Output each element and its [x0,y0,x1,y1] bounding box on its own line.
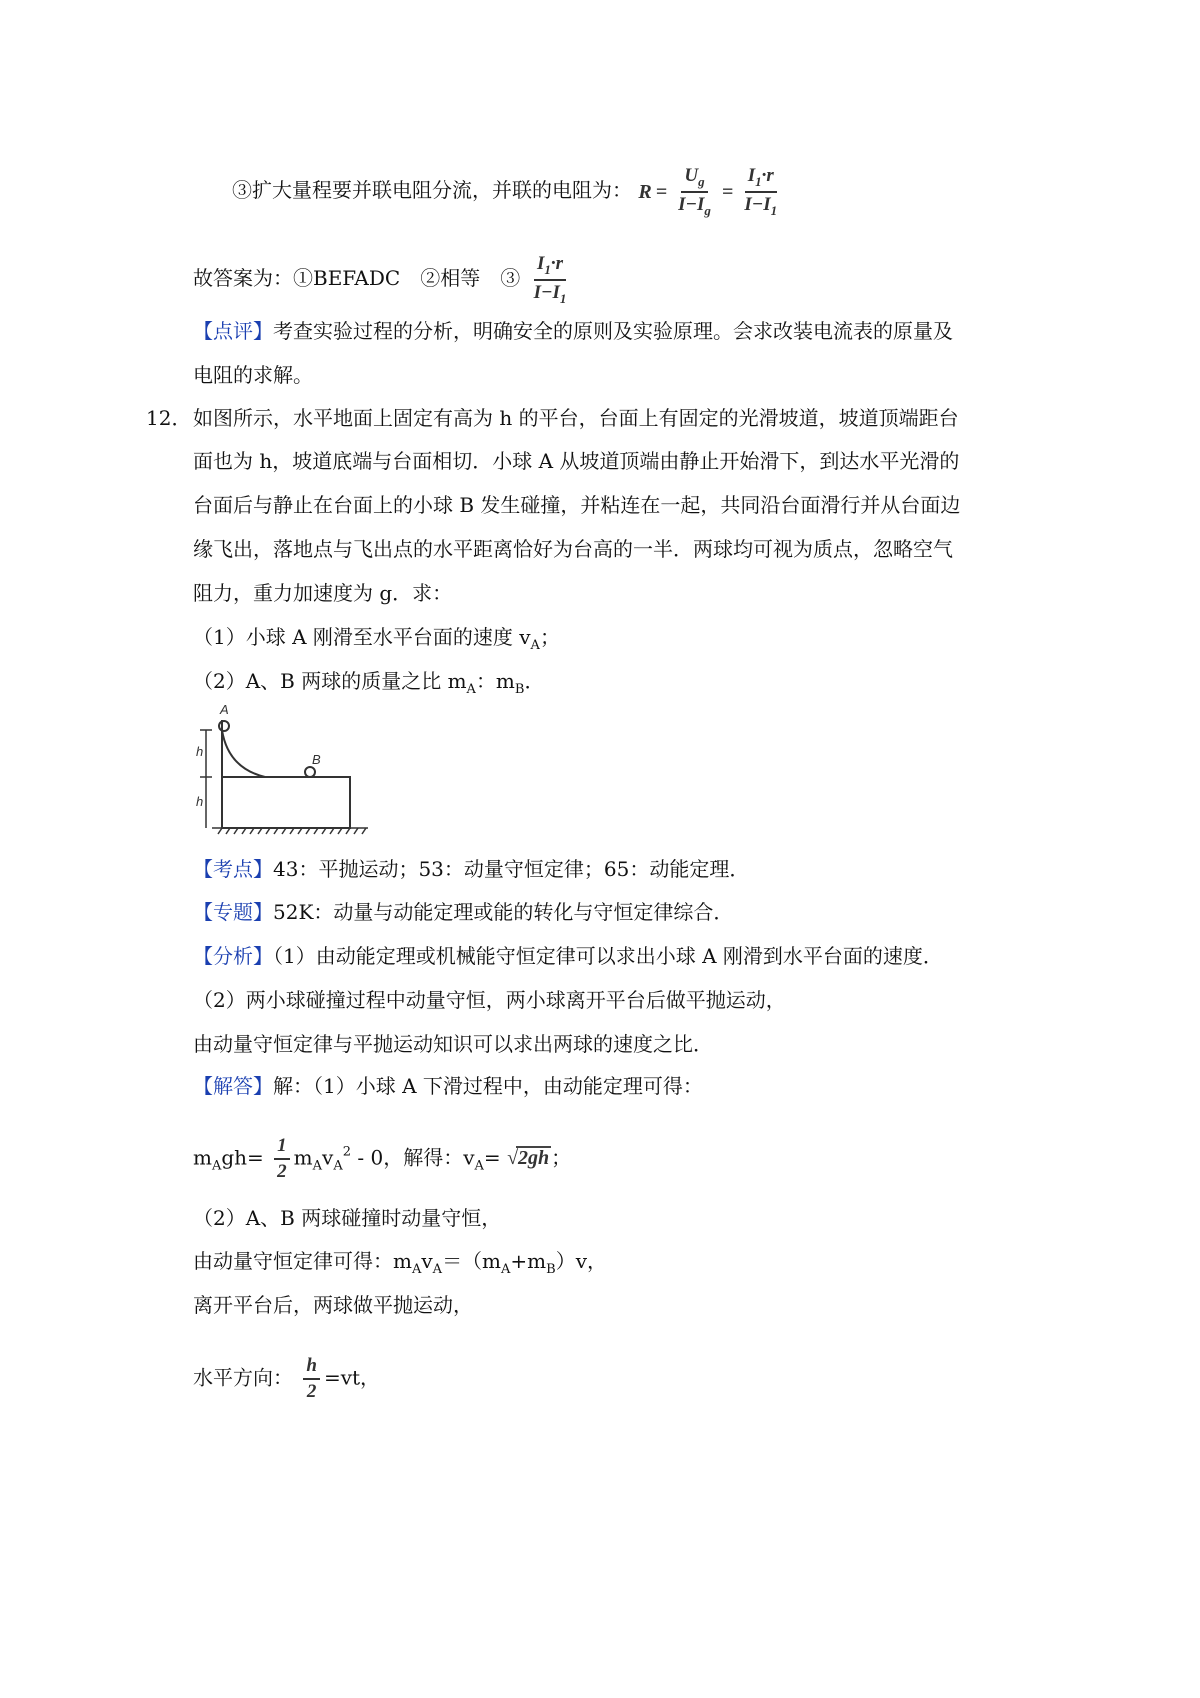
fenxi-line-3: 由动量守恒定律与平抛运动知识可以求出两球的速度之比． [193,1032,713,1056]
label-a: A [220,702,229,717]
jieda-line-1 [193,1076,703,1096]
subscript-a: A [466,682,476,697]
subscript-a: A [312,1158,323,1174]
fenxi-line-1 [193,946,943,966]
subquestion-1-text: （1）小球 A 刚滑至水平台面的速度 v [193,625,531,649]
subscript-g: g [698,174,705,189]
fraction-half [274,1136,290,1182]
zhuanti-tag: 【专题】 [193,900,273,924]
eq-text: 水平方向： [193,1365,293,1390]
numerator-i: I [536,253,545,274]
punctuation: ． [524,669,545,693]
eq-text: =vt， [323,1365,381,1390]
label-b: B [312,752,321,767]
jieda-tag: 【解答】 [193,1074,273,1098]
subscript-a: A [333,1158,343,1174]
slope-curve [222,730,265,777]
subscript-1: 1 [559,290,567,306]
eq-text: - 0，解得：v [351,1145,475,1170]
zhuanti-text: 52K：动量与动能定理或能的转化与守恒定律综合． [273,900,734,924]
subscript-a: A [432,1262,443,1277]
kaodian-line [193,859,749,879]
punctuation: ； [539,625,560,649]
subscript-1: 1 [544,262,551,277]
jieda-text-1: 解：（1）小球 A 下滑过程中，由动能定理可得： [273,1074,703,1098]
equals-sign: = [655,180,668,203]
comment-text-1: 考查实验过程的分析，明确安全的原则及实验原理。会求改装电流表的原量及 [273,319,953,343]
subscript-b: B [514,682,525,697]
fraction-i1r [741,166,780,217]
jieda-line-2: （2）A、B 两球碰撞时动量守恒， [193,1206,502,1230]
step3-line [232,166,784,217]
comment-line-2 [193,365,313,385]
kaodian-tag: 【考点】 [193,857,273,881]
energy-equation [193,1136,571,1182]
subscript-a: A [211,1158,222,1174]
eq-text: 由动量守恒定律可得：m [193,1249,412,1273]
numerator-tail: ·r [761,165,774,186]
horizontal-equation [193,1356,380,1402]
eq-m: m [193,1145,212,1170]
fraction-h-half [303,1356,320,1402]
subscript-a: A [530,638,540,653]
fenxi-text-1: （1）由动能定理或机械能守恒定律可以求出小球 A 刚滑到水平台面的速度． [273,944,943,968]
eq-text: ）v， [555,1249,608,1273]
question-line-4: 缘飞出，落地点与飞出点的水平距离恰好为台高的一半．两球均可视为质点，忽略空气 [193,537,953,561]
subquestion-2 [193,671,544,696]
comment-tag: 【点评】 [193,319,273,343]
physics-figure [190,700,380,840]
label-h-upper: h [196,744,204,759]
denominator-2: 2 [306,1380,317,1402]
eq-gh: gh= [221,1145,264,1170]
subscript-b: B [546,1262,556,1277]
step3-text: ③扩大量程要并联电阻分流，并联的电阻为： [232,178,632,203]
eq-text: ＝（m [442,1249,502,1273]
symbol-r: R [638,180,652,203]
question-line-5: 阻力，重力加速度为 g．求： [193,581,453,605]
resistance-formula [638,166,784,217]
sqrt-expression: √2gh [507,1147,550,1170]
fenxi-line-2: （2）两小球碰撞过程中动量守恒，两小球离开平台后做平抛运动， [193,988,786,1012]
zhuanti-line [193,902,733,922]
comment-line-1 [193,321,953,341]
question-line-3: 台面后与静止在台面上的小球 B 发生碰撞，并粘连在一起，共同沿台面滑行并从台面边 [193,493,961,517]
subscript-a: A [501,1262,511,1277]
ball-b [305,767,315,777]
ratio-text: ：m [475,669,515,693]
equals-sign: = [721,180,734,203]
eq-v: v [322,1145,334,1170]
platform [222,777,350,828]
question-line-2: 面也为 h，坡道底端与台面相切．小球 A 从坡道顶端由静止开始滑下，到达水平光滑的 [193,449,960,473]
fraction-ug [675,166,714,217]
equals-sign: = [483,1145,501,1170]
denominator-text: I−I [678,193,705,215]
eq-mb: +m [510,1249,547,1273]
subquestion-1 [193,627,560,652]
subscript-1: 1 [755,174,762,189]
numerator-i: I [747,165,756,186]
numerator-h: h [303,1356,320,1380]
answer-fraction [531,254,570,305]
comment-text-2: 电阻的求解。 [193,363,313,387]
punctuation: ； [551,1145,572,1170]
sqrt-radicand: 2gh [518,1147,550,1170]
answer-line [193,254,573,305]
fenxi-tag: 【分析】 [193,944,273,968]
numerator-tail: ·r [550,253,564,274]
question-line-1: 如图所示，水平地面上固定有高为 h 的平台，台面上有固定的光滑坡道，坡道顶端距台 [193,406,959,430]
superscript-2: 2 [342,1144,352,1160]
label-h-lower: h [196,794,204,809]
jieda-line-4: 离开平台后，两球做平抛运动， [193,1293,473,1317]
answer-text: 故答案为：①BEFADC ②相等 ③ [193,266,521,291]
subscript-g: g [704,202,711,218]
subscript-a: A [411,1262,422,1277]
denominator-2: 2 [277,1160,287,1182]
subscript-a: A [474,1158,484,1174]
denominator-text: I−I [744,193,771,215]
denominator-text: I−I [533,281,560,303]
momentum-equation [193,1251,607,1276]
eq-v: v [421,1249,433,1273]
question-number: 12． [146,406,192,430]
eq-m: m [293,1145,313,1170]
kaodian-text: 43：平抛运动；53：动量守恒定律；65：动能定理． [273,857,750,881]
ball-a [219,721,229,731]
numerator-1: 1 [274,1136,290,1160]
subquestion-2-text: （2）A、B 两球的质量之比 m [193,669,467,693]
subscript-1: 1 [770,202,778,218]
numerator-u: U [684,165,699,186]
